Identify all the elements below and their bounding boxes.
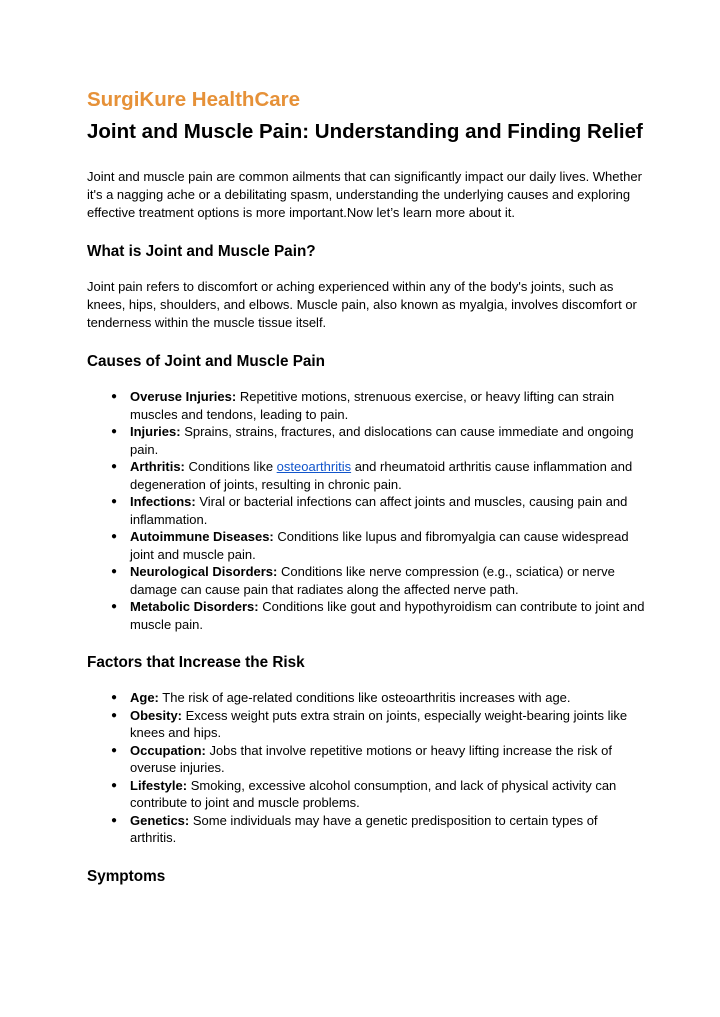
item-text-pre: Conditions like <box>184 459 277 474</box>
section-heading-what: What is Joint and Muscle Pain? <box>87 243 316 260</box>
page-title: Joint and Muscle Pain: Understanding and Finding Relief <box>87 120 643 143</box>
osteoarthritis-link[interactable]: osteoarthritis <box>276 459 352 474</box>
factors-list <box>87 689 647 847</box>
bullet-icon: ● <box>111 814 118 826</box>
item-text: Repetitive motions, strenuous exercise, or heavy lifting can strain muscles and tendons, leading to pain. <box>130 389 615 422</box>
item-label: Lifestyle: <box>130 777 188 793</box>
item-label: Metabolic Disorders: <box>130 599 259 614</box>
item-label: Overuse Injuries: <box>130 389 237 404</box>
item-text: Some individuals may have a genetic predisposition to certain types of arthritis. <box>130 812 598 845</box>
bullet-icon: ● <box>111 744 118 756</box>
bullet-icon: ● <box>111 709 118 721</box>
list-item <box>87 598 647 633</box>
list-item <box>87 563 647 598</box>
bullet-icon: ● <box>111 779 118 791</box>
section-heading-causes: Causes of Joint and Muscle Pain <box>87 353 326 370</box>
list-item <box>87 388 647 423</box>
item-text: Conditions like lupus and fibromyalgia can cause widespread joint and muscle pain. <box>130 529 629 562</box>
item-text: and rheumatoid arthritis cause inflammation and degeneration of joints, resulting in chronic pain. <box>130 459 633 492</box>
bullet-icon: ● <box>111 692 118 703</box>
list-item <box>87 493 647 528</box>
list-item <box>87 528 647 563</box>
item-label: Injuries: <box>130 424 181 439</box>
item-label: Age: <box>130 690 159 705</box>
list-item <box>87 423 647 458</box>
bullet-icon: ● <box>111 461 118 472</box>
item-text: The risk of age-related conditions like osteoarthritis increases with age. <box>158 690 571 705</box>
section-heading-symptoms: Symptoms <box>87 867 166 885</box>
bullet-icon: ● <box>111 601 118 612</box>
item-label: Occupation: <box>130 742 206 758</box>
document-page <box>87 88 647 887</box>
causes-list <box>87 388 647 633</box>
list-item <box>87 812 647 847</box>
list-item <box>87 458 647 493</box>
item-label: Neurological Disorders: <box>130 564 278 579</box>
item-text: Sprains, strains, fractures, and dislocations can cause immediate and ongoing pain. <box>130 424 634 457</box>
bullet-icon: ● <box>111 566 118 577</box>
list-item <box>87 707 647 742</box>
list-item <box>87 777 647 812</box>
item-text: Jobs that involve repetitive motions or heavy lifting increase the risk of overuse injuries. <box>130 742 612 775</box>
bullet-icon: ● <box>111 426 118 437</box>
item-text: Viral or bacterial infections can affect joints and muscles, causing pain and inflammation. <box>130 494 628 527</box>
item-text: Smoking, excessive alcohol consumption, and lack of physical activity can contribute to joint and muscle problems. <box>130 777 617 810</box>
bullet-icon: ● <box>111 496 118 507</box>
item-label: Infections: <box>130 494 196 509</box>
what-paragraph: Joint pain refers to discomfort or aching experienced within any of the body's joints, such as knees, hips, shoulders, and elbows. Muscle pain, also known as myalgia, involves discomfort or tenderness within the muscle tissue itself. <box>87 279 637 330</box>
item-text: Conditions like nerve compression (e.g., sciatica) or nerve damage can cause pain that radiates along the affected nerve path. <box>130 564 615 597</box>
brand-name: SurgiKure HealthCare <box>87 88 301 111</box>
list-item <box>87 689 647 707</box>
list-item <box>87 742 647 777</box>
item-text: Excess weight puts extra strain on joints, especially weight-bearing joints like knees and hips. <box>130 707 628 740</box>
item-label: Genetics: <box>130 812 190 828</box>
item-label: Obesity: <box>130 707 183 723</box>
item-label: Arthritis: <box>130 459 185 474</box>
bullet-icon: ● <box>111 391 118 402</box>
section-heading-factors: Factors that Increase the Risk <box>87 654 305 671</box>
item-text: Conditions like gout and hypothyroidism can contribute to joint and muscle pain. <box>130 599 645 632</box>
intro-paragraph: Joint and muscle pain are common ailments that can significantly impact our daily lives. Whether it's a nagging ache or a debilitating spasm, understanding the underlying causes and exploring effective treatment options is more important.Now let’s learn more about it. <box>87 169 642 220</box>
item-label: Autoimmune Diseases: <box>130 529 274 544</box>
bullet-icon: ● <box>111 531 118 542</box>
